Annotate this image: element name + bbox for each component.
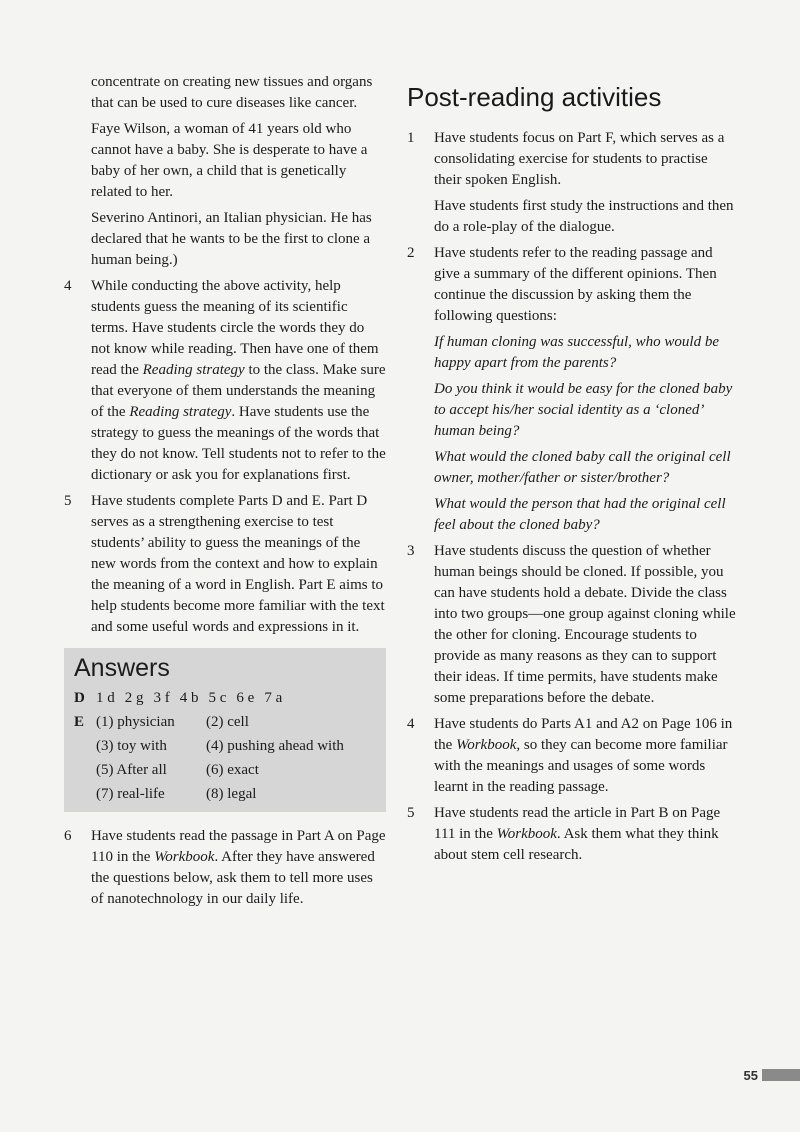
step-number: 1 [407,130,415,146]
antinori-paragraph: Severino Antinori, an Italian physician. He has declared that he wants to be the first to clone a human being.) [91,210,372,268]
step-5 [64,491,386,638]
answers-box [64,648,386,812]
answers-row-e: (7) real-life (8) legal [96,786,257,802]
answers-row-e: E (1) physician (2) cell [74,714,249,730]
discussion-question: What would the person that had the original cell feel about the cloned baby? [434,496,726,533]
answers-d-values: 1 d 2 g 3 f 4 b 5 c 6 e 7 a [96,690,283,706]
step-number: 4 [407,716,415,732]
step-4 [64,276,386,486]
left-column [64,72,386,915]
step-number: 6 [64,828,72,844]
discussion-question: What would the cloned baby call the original cell owner, mother/father or sister/brother? [434,449,731,486]
right-column [407,72,737,871]
step-4-text: While conducting the above activity, help students guess the meaning of its scientific terms. Have students circle the words they do not know while reading. Then have one of them read the Reading strategy to the class. Make sure that everyone of them understands the meaning of the Reading strategy. Have students use the strategy to guess the meanings of the words that they do not know. Tell students not to refer to the dictionary or ask you for explanations first. [91,278,386,483]
step-5-text: Have students complete Parts D and E. Part D serves as a strengthening exercise to test students’ ability to guess the meanings of the new words from the context and how to explain the meaning of a word in English. Part E aims to help students become more familiar with the text and some useful words and expressions in it. [91,493,385,635]
answers-row-e: (3) toy with (4) pushing ahead with [96,738,344,754]
intro-paragraph: concentrate on creating new tissues and organs that can be used to cure diseases like cancer. [91,74,373,111]
discussion-question: If human cloning was successful, who would be happy apart from the parents? [434,334,719,371]
page-number [744,1068,800,1082]
post-step-4: 4 Have students do Parts A1 and A2 on Page 106 in the Workbook, so they can become more familiar with the meanings and usages of some words learnt in the reading passage. [407,716,733,795]
post-step-3: 3 Have students discuss the question of whether human beings should be cloned. If possible, you can have students hold a debate. Divide the class into two groups—one group against cloning while the other for cloning. Encourage students to provide as many reasons as they can to support their ideas. If time permits, have students make some preparations before the debate. [407,543,736,706]
post-step-5: 5 Have students read the article in Part B on Page 111 in the Workbook. Ask them what they think about stem cell research. [407,805,721,863]
faye-wilson-paragraph: Faye Wilson, a woman of 41 years old who cannot have a baby. She is desperate to have a baby of her own, a child that is genetically related to her. [91,121,368,200]
answers-row-e: (5) After all (6) exact [96,762,259,778]
answers-row-d: D 1 d 2 g 3 f 4 b 5 c 6 e 7 a [74,686,376,710]
step-number: 5 [64,493,72,509]
step-number: 5 [407,805,415,821]
discussion-question: Do you think it would be easy for the cloned baby to accept his/her social identity as a ‘cloned’ human being? [434,381,733,439]
step-number: 2 [407,245,415,261]
step-6-text: Have students read the passage in Part A on Page 110 in the Workbook. After they have answered the questions below, ask them to tell more uses of nanotechnology in our daily life. [91,828,386,907]
step-number: 4 [64,278,72,294]
post-step-1: 1 Have students focus on Part F, which serves as a consolidating exercise for students to practise their spoken English. Have students first study the instructions and then do a role-play of the dialogue. [407,130,734,235]
step-number: 3 [407,543,415,559]
step-6 [64,826,386,910]
section-title: Post-reading activities [407,82,662,112]
page-number-bar [762,1069,800,1081]
answers-title: Answers [74,654,170,682]
page-number-text: 55 [743,1067,758,1083]
post-step-2: 2 Have students refer to the reading passage and give a summary of the different opinions. Then continue the discussion by asking them the following questions: If human cloning was successful, who would be happy apart from the parents? Do you think it would be easy for the cloned baby to accept his/her social identity as a ‘cloned’ human being? What would the cloned baby call the original cell owner, mother/father or sister/brother? What would the person that had the original cell feel about the cloned baby? [407,243,737,536]
